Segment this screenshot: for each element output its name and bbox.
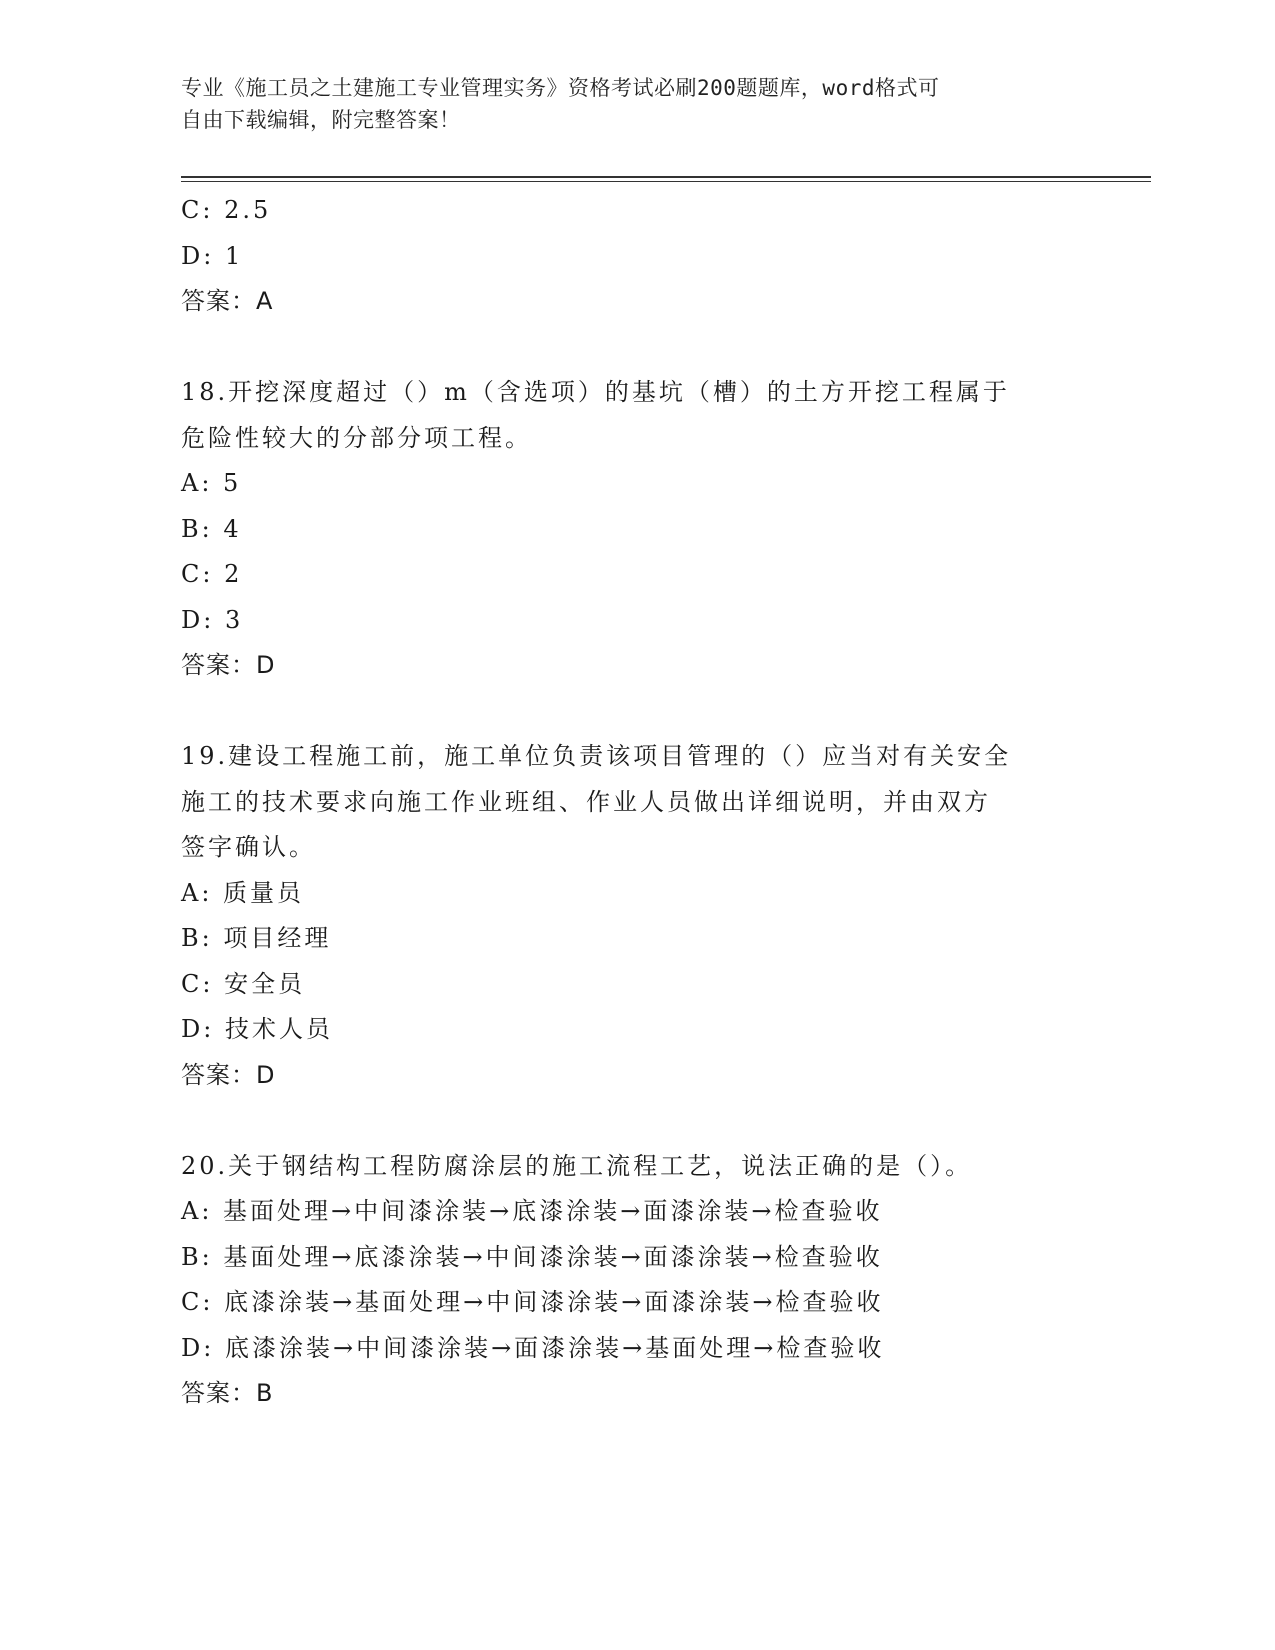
spacer	[181, 325, 1061, 371]
answer-line: 答案：A	[181, 287, 274, 315]
header-divider-top	[181, 176, 1151, 178]
question-text-line: 20.关于钢结构工程防腐涂层的施工流程工艺，说法正确的是（）。	[181, 1151, 973, 1180]
question-19	[181, 734, 1061, 1098]
header-divider-bottom	[181, 181, 1151, 182]
question-text-line: 18.开挖深度超过（）m（含选项）的基坑（槽）的土方开挖工程属于	[181, 378, 1010, 406]
option-b: B: 基面处理→底漆涂装→中间漆涂装→面漆涂装→检查验收	[181, 1242, 883, 1271]
option-d: D: 1	[181, 241, 244, 270]
question-17-continued	[181, 188, 1061, 325]
document-header	[181, 72, 1061, 136]
answer-line: 答案：D	[181, 651, 276, 679]
option-c: C: 底漆涂装→基面处理→中间漆涂装→面漆涂装→检查验收	[181, 1288, 884, 1316]
document-body	[181, 188, 1061, 1417]
option-d: D: 技术人员	[181, 1015, 333, 1043]
question-text-line: 危险性较大的分部分项工程。	[181, 423, 532, 452]
header-line-2: 自由下载编辑，附完整答案！	[181, 108, 461, 132]
answer-line: 答案：D	[181, 1060, 276, 1089]
question-text-line: 施工的技术要求向施工作业班组、作业人员做出详细说明，并由双方	[181, 787, 991, 816]
option-d: D: 3	[181, 605, 244, 634]
question-text-line: 签字确认。	[181, 833, 316, 861]
option-a: A: 5	[181, 469, 242, 497]
option-c: C: 2	[181, 560, 243, 588]
option-d: D: 底漆涂装→中间漆涂装→面漆涂装→基面处理→检查验收	[181, 1333, 885, 1362]
question-18	[181, 370, 1061, 689]
option-c: C: 2.5	[181, 196, 272, 224]
answer-line: 答案：B	[181, 1379, 274, 1407]
option-c: C: 安全员	[181, 969, 306, 998]
question-20	[181, 1144, 1061, 1417]
option-a: A: 基面处理→中间漆涂装→底漆涂装→面漆涂装→检查验收	[181, 1197, 883, 1225]
option-a: A: 质量员	[181, 878, 305, 907]
spacer	[181, 689, 1061, 735]
option-b: B: 项目经理	[181, 924, 332, 952]
spacer	[181, 1098, 1061, 1144]
header-line-1: 专业《施工员之土建施工专业管理实务》资格考试必刷200题题库，word格式可	[181, 76, 940, 100]
option-b: B: 4	[181, 514, 242, 543]
question-text-line: 19.建设工程施工前，施工单位负责该项目管理的（）应当对有关安全	[181, 742, 1012, 770]
